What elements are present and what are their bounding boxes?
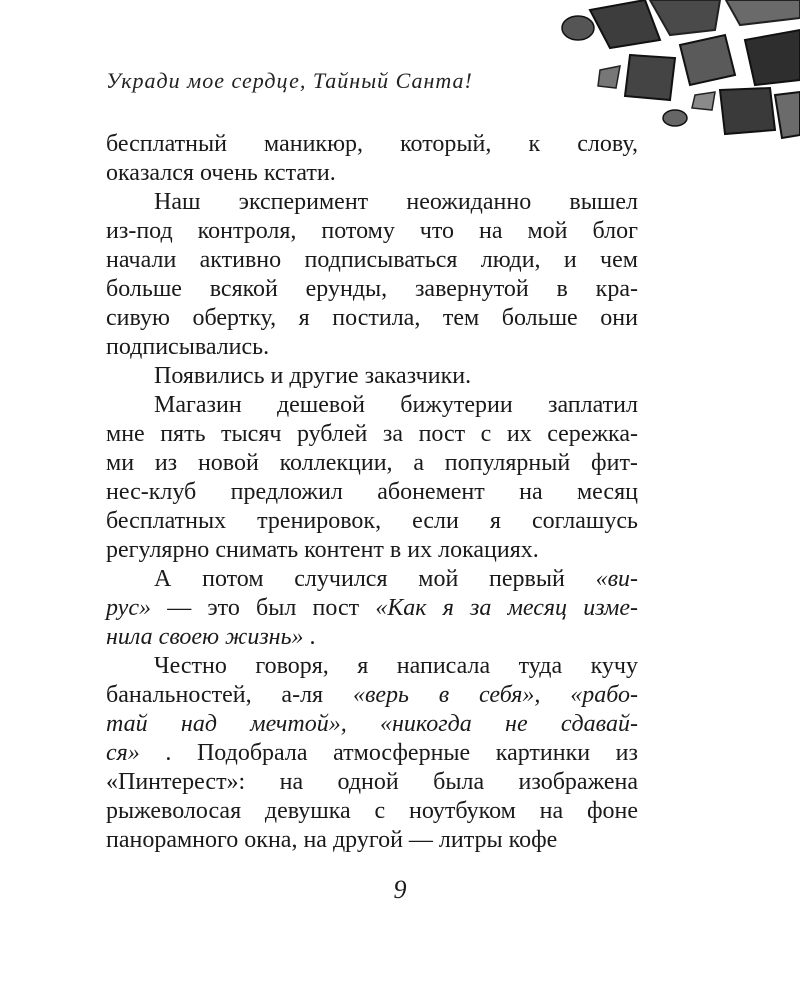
word: банальностей,	[106, 682, 252, 708]
word: неожиданно	[406, 189, 532, 215]
word: с	[480, 421, 492, 447]
word: люди,	[480, 247, 541, 273]
word: первый	[489, 566, 565, 592]
word: сивую	[106, 305, 170, 331]
word: я	[442, 595, 454, 621]
word: на	[539, 798, 564, 824]
word: кофе	[508, 827, 558, 853]
word: литры	[438, 827, 503, 853]
word: всякой	[209, 276, 278, 302]
word: подписывались.	[106, 334, 270, 360]
word: была	[433, 769, 485, 795]
word: я	[357, 653, 369, 679]
word: бесплатный	[106, 131, 227, 157]
word: Магазин	[154, 392, 242, 418]
word: бижутерии	[400, 392, 513, 418]
word: абонемент	[377, 479, 485, 505]
word: завернутой	[414, 276, 529, 302]
running-title: Укради мое сердце, Тайный Санта!	[106, 68, 473, 93]
word: локациях.	[438, 537, 539, 563]
word: чем	[600, 247, 638, 273]
word: был	[256, 595, 297, 621]
word: их	[407, 537, 433, 563]
word: бесплатных	[106, 508, 227, 534]
word: «рабо-	[570, 682, 638, 708]
word: —	[408, 827, 433, 853]
text-line	[106, 768, 638, 797]
word: начали	[106, 247, 177, 273]
text-line	[106, 420, 638, 449]
word: рублей	[296, 421, 368, 447]
word: «Пинтерест»:	[106, 769, 246, 795]
word: .	[309, 624, 316, 650]
word: мой	[418, 566, 459, 592]
word: заплатил	[547, 392, 638, 418]
word: сережка-	[547, 421, 638, 447]
word: —	[167, 595, 192, 621]
word: одной	[337, 769, 399, 795]
word: в	[438, 682, 450, 708]
word: к	[528, 131, 541, 157]
word: контент	[304, 537, 384, 563]
word: больше	[106, 276, 182, 302]
word: а	[413, 450, 424, 476]
text-line	[106, 246, 638, 275]
word: обертку,	[192, 305, 277, 331]
word: их	[506, 421, 532, 447]
word: «никогда	[380, 711, 472, 737]
word: Появились и другие заказчики.	[154, 363, 472, 389]
word: постила,	[332, 305, 421, 331]
text-line	[106, 130, 638, 159]
word: над	[180, 711, 217, 737]
word: ноутбуком	[408, 798, 516, 824]
word: нила своею жизнь»	[106, 624, 304, 650]
text-line	[106, 188, 638, 217]
word: коллекции,	[279, 450, 393, 476]
word: кучу	[590, 653, 638, 679]
word: ся»	[106, 740, 140, 766]
word: случился	[294, 566, 388, 592]
word: атмосферные	[333, 740, 471, 766]
word: эксперимент	[238, 189, 369, 215]
word: мечтой»,	[250, 711, 347, 737]
word: за	[470, 595, 492, 621]
word: мой	[527, 218, 568, 244]
word: за	[382, 421, 404, 447]
word: нес-клуб	[106, 479, 197, 505]
word: тысяч	[221, 421, 282, 447]
word: из-под	[106, 218, 173, 244]
word: это	[207, 595, 240, 621]
word: я	[298, 305, 310, 331]
text-line	[106, 449, 638, 478]
word: тем	[442, 305, 480, 331]
text-line	[106, 159, 638, 188]
word: вышел	[569, 189, 638, 215]
word: не	[505, 711, 528, 737]
word: на	[303, 827, 327, 853]
word: а-ля	[281, 682, 324, 708]
text-line	[106, 333, 638, 362]
word: на	[479, 218, 503, 244]
text-line	[106, 362, 638, 391]
word: пост	[418, 421, 466, 447]
word: с	[374, 798, 386, 824]
word: тай	[106, 711, 148, 737]
text-line	[106, 217, 638, 246]
text-line	[106, 623, 638, 652]
word: они	[600, 305, 638, 331]
word: панорамного	[106, 827, 239, 853]
word: новой	[197, 450, 259, 476]
word: пост	[312, 595, 360, 621]
word: из	[615, 740, 638, 766]
word: предложил	[230, 479, 343, 505]
word: регулярно	[106, 537, 210, 563]
word: рус»	[106, 595, 151, 621]
text-line	[106, 507, 638, 536]
word: картинки	[495, 740, 591, 766]
word: что	[419, 218, 455, 244]
word: потому	[321, 218, 395, 244]
text-line	[106, 797, 638, 826]
word: рыжеволосая	[106, 798, 242, 824]
text-line	[106, 826, 638, 855]
word: в	[556, 276, 568, 302]
word: Честно	[154, 653, 227, 679]
word: блог	[592, 218, 638, 244]
word: и	[563, 247, 577, 273]
word: месяц	[576, 479, 638, 505]
word: изображена	[518, 769, 638, 795]
word: потом	[202, 566, 264, 592]
word: контроля,	[197, 218, 297, 244]
text-line	[106, 739, 638, 768]
text-line	[106, 710, 638, 739]
word: пять	[160, 421, 206, 447]
word: из	[154, 450, 178, 476]
word: девушка	[264, 798, 351, 824]
word: я	[489, 508, 501, 534]
text-line	[106, 652, 638, 681]
word: мне	[106, 421, 145, 447]
word: себя»,	[479, 682, 541, 708]
word: Подобрала	[196, 740, 308, 766]
word: дешевой	[276, 392, 365, 418]
word: подписываться	[304, 247, 458, 273]
word: соглашусь	[531, 508, 638, 534]
word: месяц	[507, 595, 568, 621]
text-line	[106, 275, 638, 304]
word: маникюр,	[264, 131, 363, 157]
word: окна,	[244, 827, 298, 853]
word: туда	[518, 653, 563, 679]
word: .	[165, 740, 172, 766]
page-text	[106, 130, 638, 855]
word: в	[389, 537, 402, 563]
text-line	[106, 391, 638, 420]
text-line	[106, 681, 638, 710]
word: «ви-	[595, 566, 638, 592]
word: написала	[396, 653, 491, 679]
word: который,	[400, 131, 492, 157]
word: другой	[332, 827, 403, 853]
word: сдавай-	[560, 711, 638, 737]
word: на	[279, 769, 304, 795]
page-number: 9	[393, 875, 407, 904]
word: А	[154, 566, 172, 592]
word: на	[519, 479, 543, 505]
word: если	[412, 508, 459, 534]
word: активно	[199, 247, 282, 273]
text-line	[106, 536, 638, 565]
word: изме-	[583, 595, 638, 621]
word: ми	[106, 450, 135, 476]
word: оказался очень кстати.	[106, 160, 336, 186]
text-line	[106, 304, 638, 333]
word: больше	[501, 305, 578, 331]
text-line	[106, 478, 638, 507]
word: говоря,	[255, 653, 329, 679]
text-line	[106, 594, 638, 623]
chocolate-pieces-icon	[470, 0, 800, 140]
word: кра-	[595, 276, 638, 302]
word: тренировок,	[257, 508, 382, 534]
word: ерунды,	[305, 276, 388, 302]
word: фоне	[586, 798, 638, 824]
word: слову,	[577, 131, 638, 157]
word: «верь	[352, 682, 409, 708]
word: популярный	[444, 450, 571, 476]
word: снимать	[215, 537, 299, 563]
word: фит-	[591, 450, 638, 476]
word: Наш	[154, 189, 201, 215]
text-line	[106, 565, 638, 594]
word: «Как	[375, 595, 427, 621]
